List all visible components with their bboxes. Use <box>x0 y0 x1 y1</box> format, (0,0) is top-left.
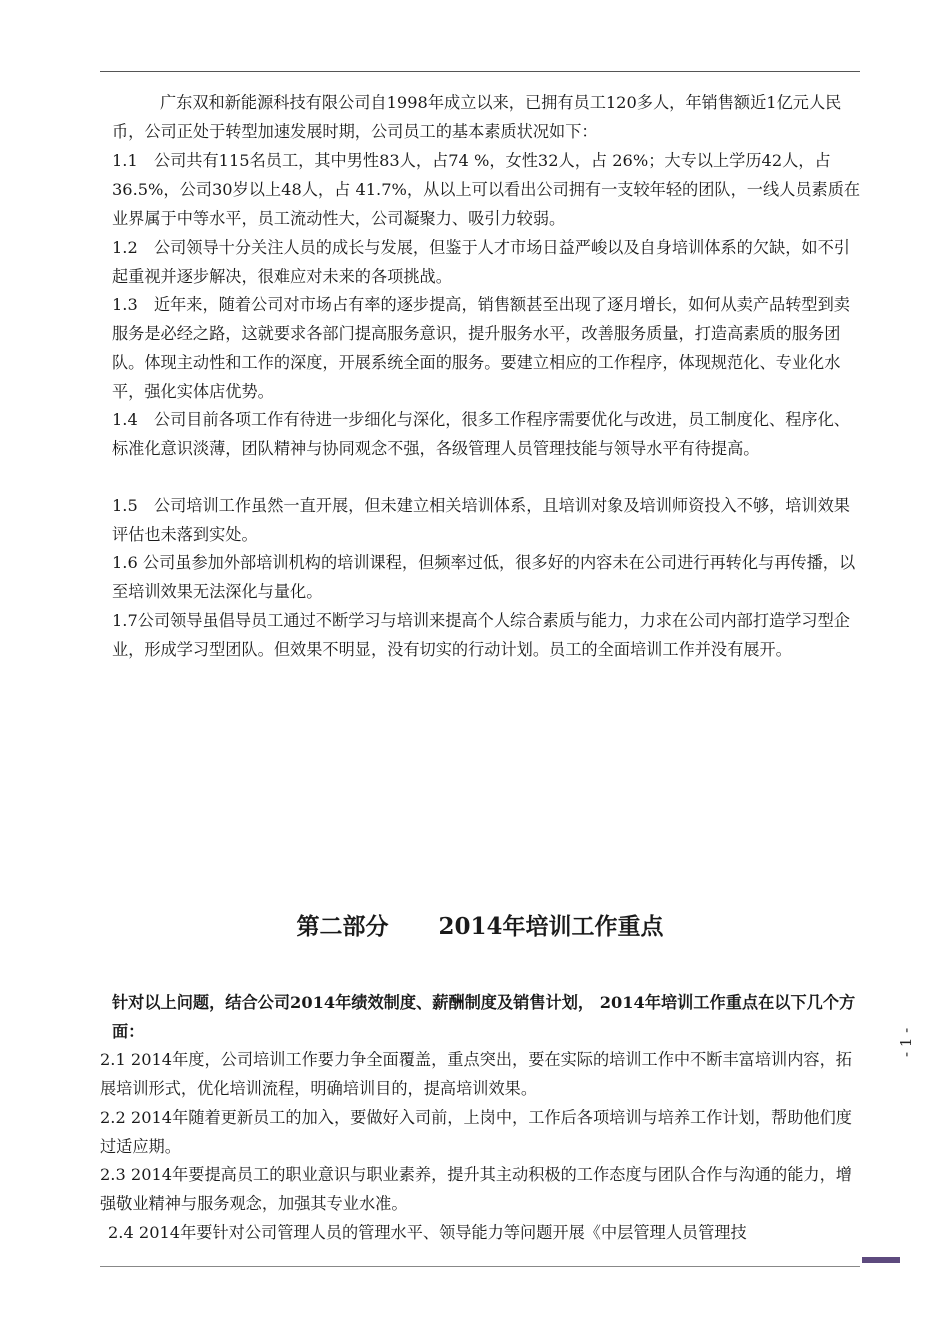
header-rule <box>100 71 860 72</box>
part2-intro: 针对以上问题，结合公司2014年绩效制度、薪酬制度及销售计划， 2014年培训工作重点在以下几个方面： <box>112 993 856 1041</box>
part2-item-2-2: 2.2 2014年随着更新员工的加入，要做好入司前，上岗中，工作后各项培训与培养工作计划，帮助他们度过适应期。 <box>100 1108 852 1156</box>
part1-item-1-4: 1.4 公司目前各项工作有待进一步细化与深化，很多工作程序需要优化与改进，员工制度化、程序化、标准化意识淡薄，团队精神与协同观念不强，各级管理人员管理技能与领导水平有待提高。 <box>112 410 850 458</box>
part1-item-1-5: 1.5 公司培训工作虽然一直开展，但未建立相关培训体系，且培训对象及培训师资投入不够，培训效果评估也未落到实处。 <box>112 496 850 544</box>
part1-item-1-6: 1.6 公司虽参加外部培训机构的培训课程，但频率过低，很多好的内容未在公司进行再转化与再传播，以至培训效果无法深化与量化。 <box>112 553 856 601</box>
part1-intro: 广东双和新能源科技有限公司自1998年成立以来，已拥有员工120多人，年销售额近1亿元人民币，公司正处于转型加速发展时期，公司员工的基本素质状况如下： <box>112 93 842 141</box>
part1-item-1-3: 1.3 近年来，随着公司对市场占有率的逐步提高，销售额甚至出现了逐月增长，如何从卖产品转型到卖服务是必经之路，这就要求各部门提高服务意识，提升服务水平，改善服务质量，打造高素质的服务团队。体现主动性和工作的深度，开展系统全面的服务。要建立相应的工作程序，体现规范化、专业化水平，强化实体店优势。 <box>112 295 850 401</box>
footer-rule <box>100 1266 860 1267</box>
part2-item-2-3: 2.3 2014年要提高员工的职业意识与职业素养，提升其主动积极的工作态度与团队合作与沟通的能力，增强敬业精神与服务观念，加强其专业水准。 <box>100 1165 852 1213</box>
part2-item-2-1: 2.1 2014年度，公司培训工作要力争全面覆盖，重点突出，要在实际的培训工作中不断丰富培训内容，拓展培训形式，优化培训流程，明确培训目的，提高培训效果。 <box>100 1050 852 1098</box>
page-number: - 1 - <box>897 1027 915 1057</box>
part1-item-1-7: 1.7公司领导虽倡导员工通过不断学习与培训来提高个人综合素质与能力，力求在公司内部打造学习型企业，形成学习型团队。但效果不明显，没有切实的行动计划。员工的全面培训工作并没有展开。 <box>112 611 850 659</box>
part2-heading-title: 2014年培训工作重点 <box>438 913 664 940</box>
part1-item-1-2: 1.2 公司领导十分关注人员的成长与发展，但鉴于人才市场日益严峻以及自身培训体系的欠缺，如不引起重视并逐步解决，很难应对未来的各项挑战。 <box>112 238 850 286</box>
part2-heading-part: 第二部分 <box>296 913 389 940</box>
part2-heading <box>100 908 860 941</box>
part2-item-2-4: 2.4 2014年要针对公司管理人员的管理水平、领导能力等问题开展《中层管理人员管理技 <box>108 1223 747 1242</box>
footer-accent-bar <box>862 1257 900 1263</box>
part1-item-1-1: 1.1 公司共有115名员工，其中男性83人，占74 %，女性32人，占 26%；大专以上学历42人，占36.5%，公司30岁以上48人，占 41.7%，从以上可以看出公司拥有一支较年轻的团队，一线人员素质在业界属于中等水平，员工流动性大，公司凝聚力、吸引力较弱。 <box>112 151 861 228</box>
